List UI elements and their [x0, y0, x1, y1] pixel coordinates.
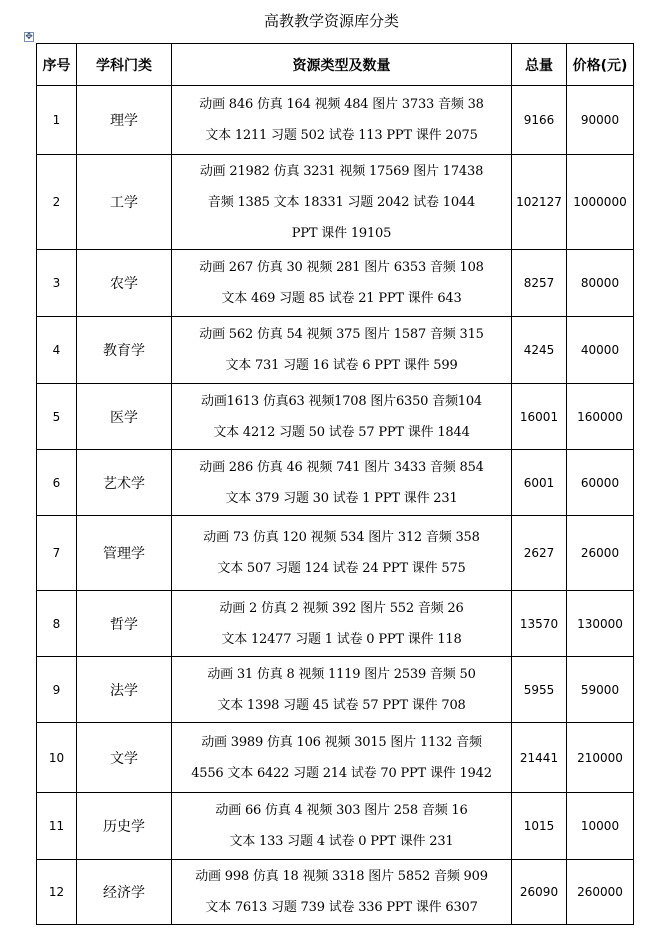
row-total: 9166	[512, 86, 567, 155]
resource-line: 动画 21982 仿真 3231 视频 17569 图片 17438	[199, 163, 484, 179]
row-resources	[172, 723, 512, 793]
row-total: 13570	[512, 591, 567, 657]
resource-line: 文本 12477 习题 1 试卷 0 PPT 课件 118	[221, 631, 462, 647]
table-header-row	[37, 44, 634, 86]
header-total: 总量	[512, 44, 567, 86]
resource-line: 文本 379 习题 30 试卷 1 PPT 课件 231	[225, 490, 458, 506]
table-row	[37, 384, 634, 450]
row-subject: 经济学	[77, 860, 172, 925]
row-resources	[172, 591, 512, 657]
resource-line: 文本 4212 习题 50 试卷 57 PPT 课件 1844	[213, 424, 470, 440]
row-subject: 工学	[77, 155, 172, 250]
row-subject: 医学	[77, 384, 172, 450]
table-row	[37, 860, 634, 925]
resource-line: 文本 133 习题 4 试卷 0 PPT 课件 231	[229, 834, 454, 849]
resource-line: 动画 66 仿真 4 视频 303 图片 258 音频 16	[215, 803, 468, 818]
table-row	[37, 657, 634, 723]
row-resources	[172, 86, 512, 155]
header-index: 序号	[37, 44, 77, 86]
row-total: 8257	[512, 250, 567, 317]
table-row	[37, 317, 634, 384]
row-price: 260000	[567, 860, 634, 925]
header-subject: 学科门类	[77, 44, 172, 86]
row-total: 26090	[512, 860, 567, 925]
resource-line: 动画 73 仿真 120 视频 534 图片 312 音频 358	[203, 530, 480, 545]
row-resources	[172, 155, 512, 250]
row-index: 3	[37, 250, 77, 317]
row-index: 12	[37, 860, 77, 925]
table-row	[37, 450, 634, 516]
resource-line: 文本 507 习题 124 试卷 24 PPT 课件 575	[217, 561, 466, 576]
resource-line: 动画 3989 仿真 106 视频 3015 图片 1132 音频	[201, 734, 482, 750]
row-price: 40000	[567, 317, 634, 384]
row-total: 21441	[512, 723, 567, 793]
row-subject: 理学	[77, 86, 172, 155]
row-subject: 艺术学	[77, 450, 172, 516]
table-row	[37, 155, 634, 250]
header-resources: 资源类型及数量	[172, 44, 512, 86]
table-row	[37, 793, 634, 860]
row-price: 160000	[567, 384, 634, 450]
resource-line: 动画 998 仿真 18 视频 3318 图片 5852 音频 909	[195, 869, 488, 884]
resource-line: 动画 2 仿真 2 视频 392 图片 552 音频 26	[219, 600, 464, 616]
row-index: 2	[37, 155, 77, 250]
row-resources	[172, 860, 512, 925]
resource-line: 动画 267 仿真 30 视频 281 图片 6353 音频 108	[199, 260, 484, 275]
resource-line: 动画 562 仿真 54 视频 375 图片 1587 音频 315	[199, 327, 484, 342]
resource-line: 动画 31 仿真 8 视频 1119 图片 2539 音频 50	[207, 666, 476, 682]
row-resources	[172, 384, 512, 450]
resource-line: 动画 286 仿真 46 视频 741 图片 3433 音频 854	[199, 459, 484, 475]
row-subject: 历史学	[77, 793, 172, 860]
table-row	[37, 516, 634, 591]
table-row	[37, 723, 634, 793]
row-index: 8	[37, 591, 77, 657]
row-total: 6001	[512, 450, 567, 516]
row-price: 1000000	[567, 155, 634, 250]
row-price: 130000	[567, 591, 634, 657]
row-subject: 哲学	[77, 591, 172, 657]
row-index: 7	[37, 516, 77, 591]
row-price: 90000	[567, 86, 634, 155]
resource-line: PPT 课件 19105	[291, 225, 392, 241]
row-resources	[172, 250, 512, 317]
resource-table	[36, 43, 634, 925]
row-index: 9	[37, 657, 77, 723]
resource-line: 文本 469 习题 85 试卷 21 PPT 课件 643	[221, 291, 462, 306]
row-total: 5955	[512, 657, 567, 723]
row-index: 6	[37, 450, 77, 516]
row-resources	[172, 450, 512, 516]
row-subject: 法学	[77, 657, 172, 723]
row-resources	[172, 657, 512, 723]
row-price: 210000	[567, 723, 634, 793]
row-index: 1	[37, 86, 77, 155]
row-subject: 管理学	[77, 516, 172, 591]
row-total: 1015	[512, 793, 567, 860]
row-index: 5	[37, 384, 77, 450]
row-subject: 文学	[77, 723, 172, 793]
row-total: 2627	[512, 516, 567, 591]
row-price: 10000	[567, 793, 634, 860]
table-row	[37, 250, 634, 317]
row-index: 11	[37, 793, 77, 860]
resource-line: 动画1613 仿真63 视频1708 图片6350 音频104	[201, 393, 482, 409]
row-index: 4	[37, 317, 77, 384]
row-price: 26000	[567, 516, 634, 591]
document-title: 高教教学资源库分类	[263, 12, 399, 30]
row-price: 59000	[567, 657, 634, 723]
row-resources	[172, 793, 512, 860]
move-handle-icon[interactable]: ✥	[25, 32, 33, 42]
resource-line: 动画 846 仿真 164 视频 484 图片 3733 音频 38	[199, 97, 484, 112]
row-price: 60000	[567, 450, 634, 516]
row-total: 16001	[512, 384, 567, 450]
row-price: 80000	[567, 250, 634, 317]
table-row	[37, 86, 634, 155]
table-row	[37, 591, 634, 657]
resource-line: 4556 文本 6422 习题 214 试卷 70 PPT 课件 1942	[191, 765, 492, 781]
row-subject: 农学	[77, 250, 172, 317]
resource-line: 音频 1385 文本 18331 习题 2042 试卷 1044	[207, 194, 476, 210]
row-total: 102127	[512, 155, 567, 250]
row-resources	[172, 516, 512, 591]
row-subject: 教育学	[77, 317, 172, 384]
resource-line: 文本 1211 习题 502 试卷 113 PPT 课件 2075	[205, 128, 478, 143]
resource-line: 文本 1398 习题 45 试卷 57 PPT 课件 708	[217, 697, 466, 713]
row-index: 10	[37, 723, 77, 793]
row-resources	[172, 317, 512, 384]
row-total: 4245	[512, 317, 567, 384]
header-price: 价格(元)	[567, 44, 634, 86]
resource-line: 文本 7613 习题 739 试卷 336 PPT 课件 6307	[205, 900, 478, 915]
resource-line: 文本 731 习题 16 试卷 6 PPT 课件 599	[225, 358, 458, 373]
